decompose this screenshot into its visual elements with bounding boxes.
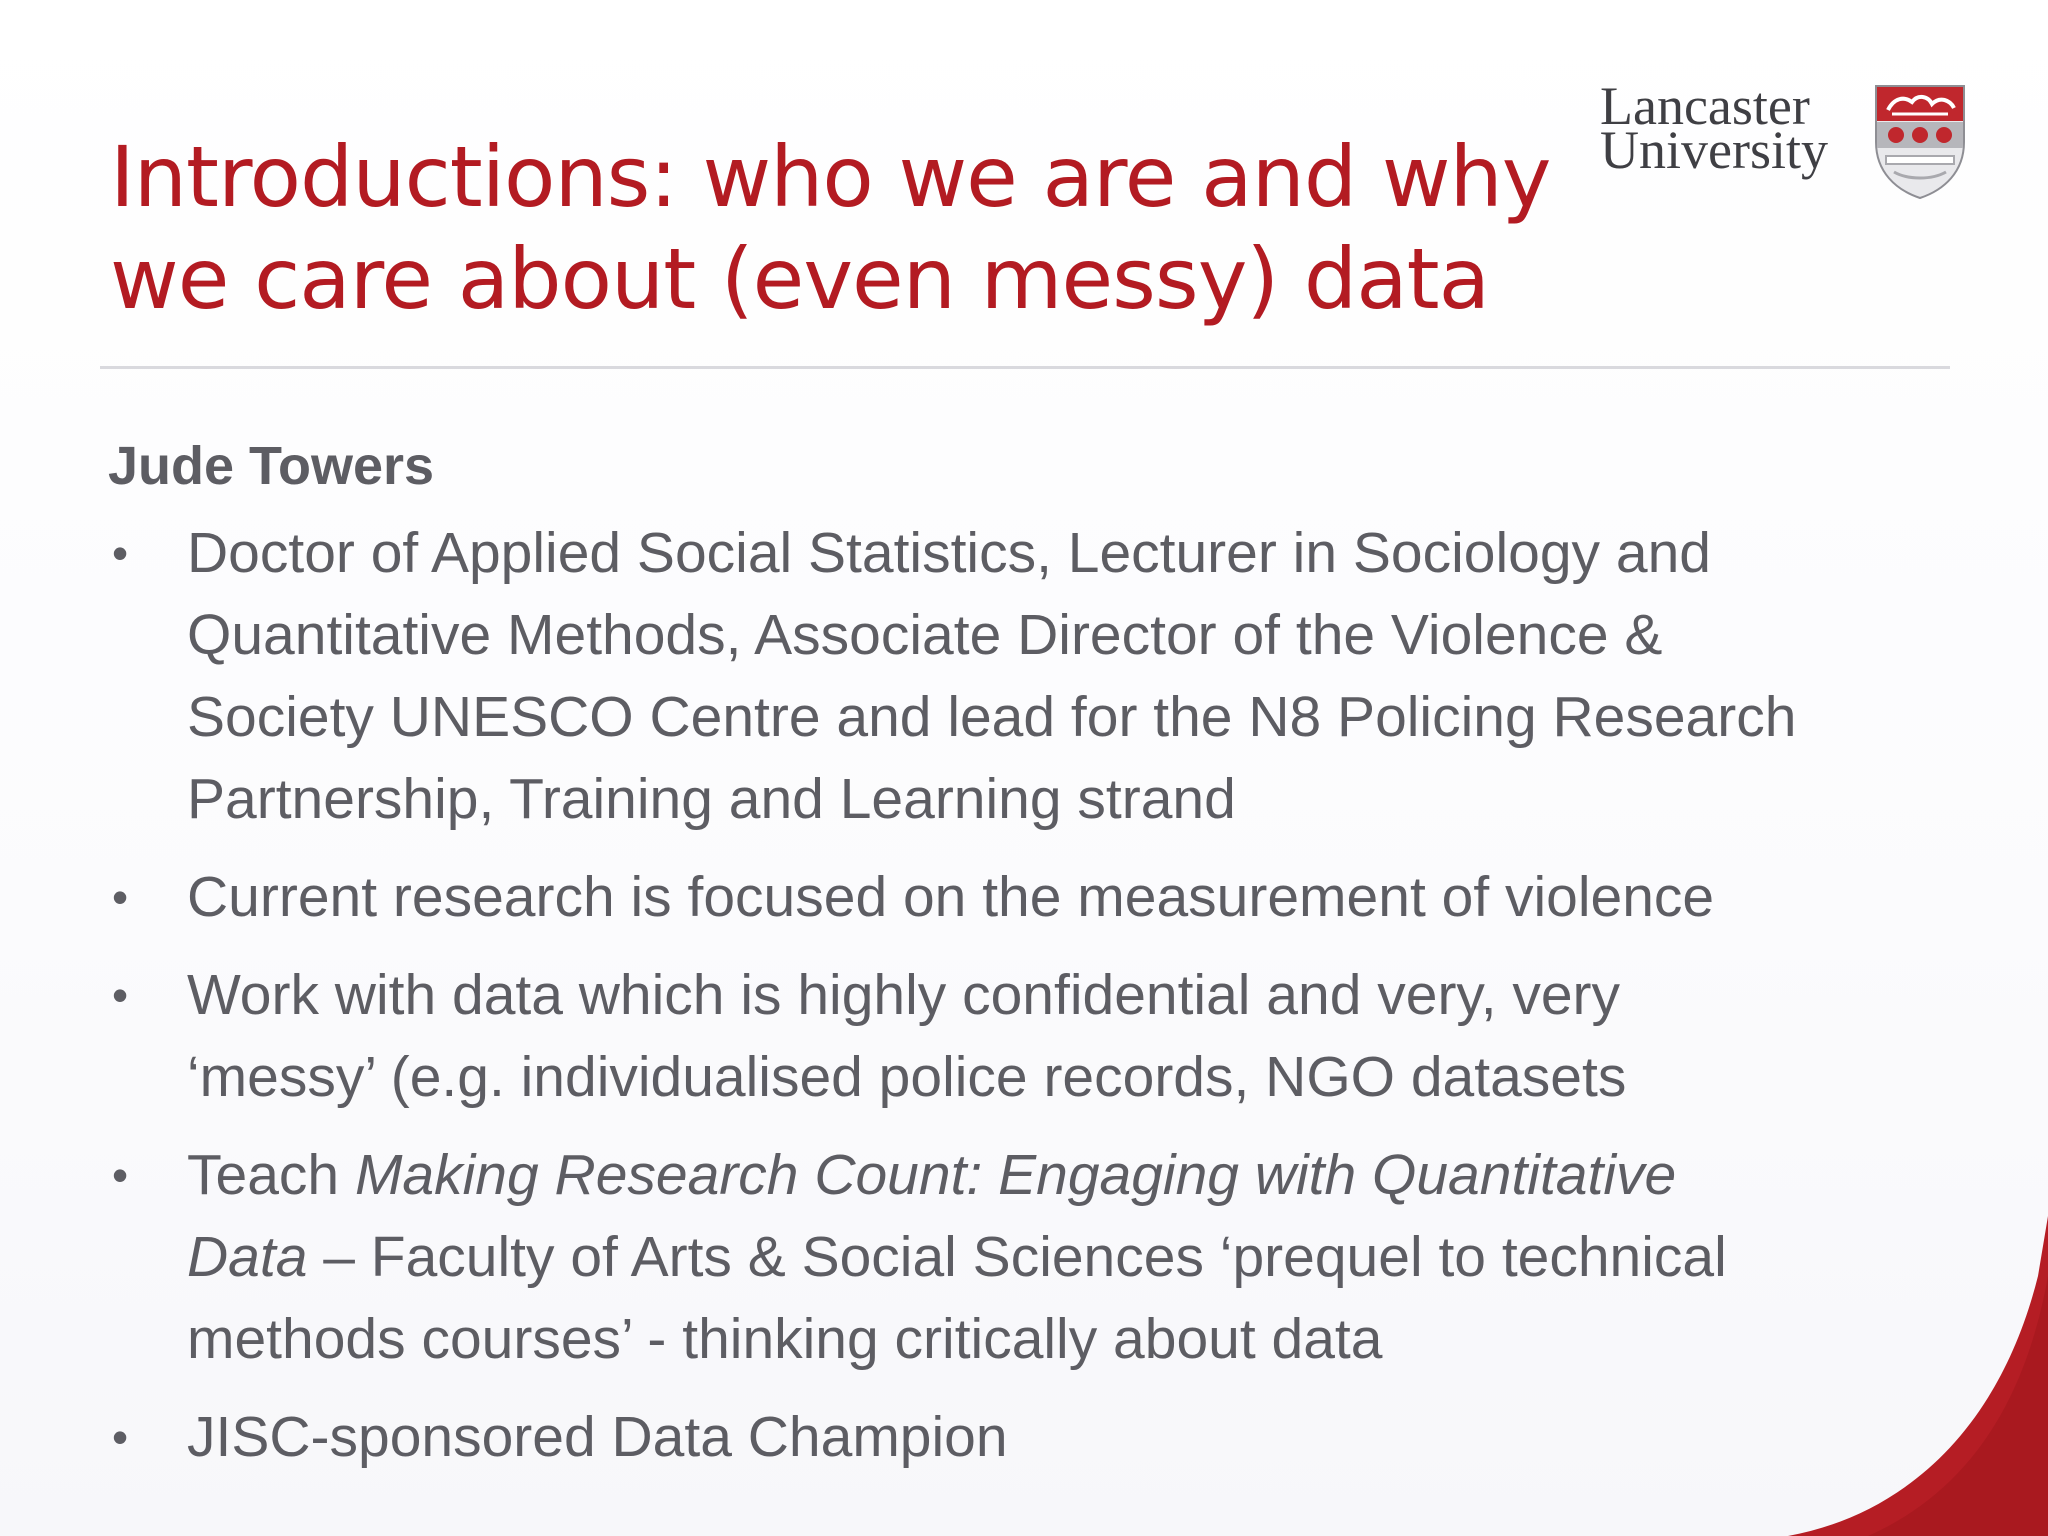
bullet-line: methods courses’ - thinking critically about data (187, 1307, 1383, 1371)
bullet-line: Quantitative Methods, Associate Director of the Violence & (187, 603, 1663, 667)
bullet-item (108, 1134, 1938, 1380)
bullet-dot: • (112, 1411, 129, 1463)
slide-body (108, 432, 1938, 1494)
course-title-part-2: Data (187, 1225, 308, 1289)
bullet-line: Society UNESCO Centre and lead for the N8 Policing Research (187, 685, 1797, 749)
bullet-item (108, 1396, 1938, 1478)
bullet-line: ‘messy’ (e.g. individualised police records, NGO datasets (187, 1045, 1627, 1109)
logo-wordmark (1600, 76, 1828, 180)
title-line-1: Introductions: who we are and why (110, 128, 1551, 226)
bullet-item (108, 856, 1938, 938)
bullet-item (108, 512, 1938, 840)
title-divider (100, 366, 1950, 369)
teach-word: Teach (187, 1143, 355, 1207)
presenter-name: Jude Towers (108, 436, 435, 496)
bullet-line: Current research is focused on the measurement of violence (187, 865, 1715, 929)
course-description: – Faculty of Arts & Social Sciences ‘prequel to technical (307, 1225, 1727, 1289)
slide-title (110, 126, 1590, 330)
university-crest-icon (1874, 84, 1966, 200)
bullet-dot: • (112, 1149, 129, 1201)
bullet-line: Work with data which is highly confidential and very, very (187, 963, 1621, 1027)
title-line-2: we care about (even messy) data (110, 230, 1490, 328)
logo-line-lancaster: Lancaster (1600, 76, 1810, 136)
bullet-dot: • (112, 527, 129, 579)
logo-line-university: University (1600, 120, 1828, 180)
bullet-line (187, 1134, 1938, 1216)
corner-swoosh-decoration (1748, 1216, 2048, 1536)
bullet-line: Doctor of Applied Social Statistics, Lecturer in Sociology and (187, 521, 1711, 585)
bullet-item (108, 954, 1938, 1118)
lancaster-university-logo (1600, 76, 1970, 200)
bullet-list (108, 512, 1938, 1478)
bullet-line: JISC-sponsored Data Champion (187, 1405, 1008, 1469)
bullet-dot: • (112, 969, 129, 1021)
course-title-part-1: Making Research Count: Engaging with Quantitative (354, 1143, 1677, 1207)
bullet-line: Partnership, Training and Learning strand (187, 767, 1236, 831)
bullet-dot: • (112, 871, 129, 923)
bullet-line (187, 1216, 1938, 1298)
